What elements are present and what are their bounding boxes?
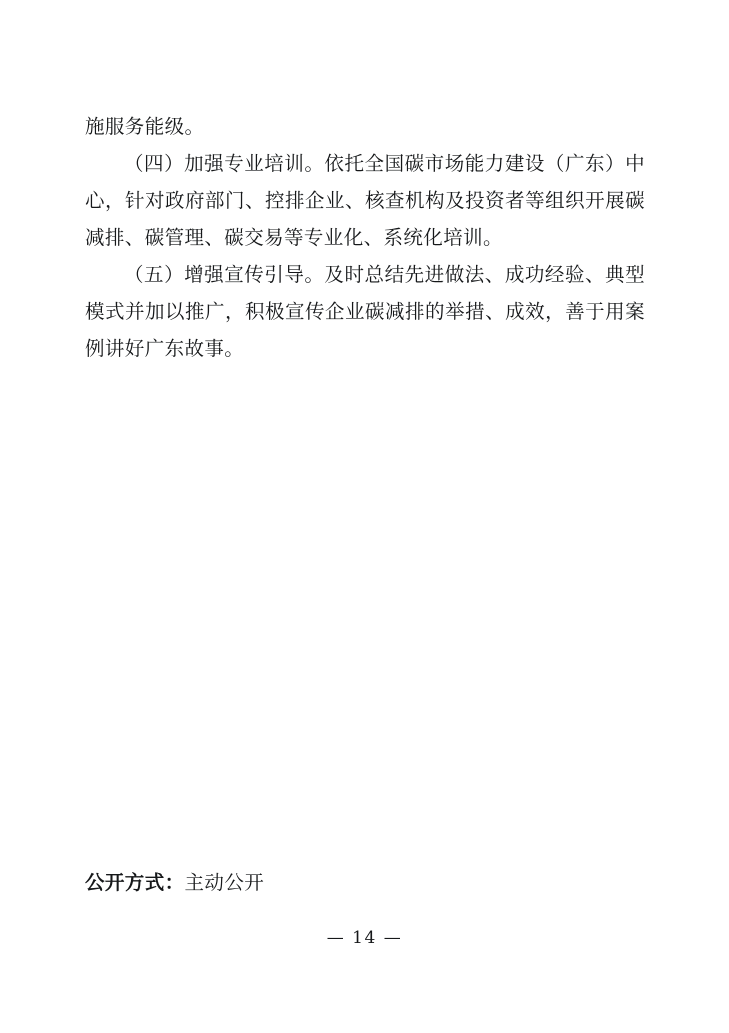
paragraph-item-5: （五）增强宣传引导。及时总结先进做法、成功经验、典型模式并加以推广，积极宣传企业碳减排的举措、成效，善于用案例讲好广东故事。 (85, 263, 645, 360)
page-number: — 14 — (326, 928, 403, 948)
disclosure-label: 公开方式： (85, 871, 185, 894)
disclosure-block (85, 868, 645, 898)
disclosure-line (85, 868, 645, 898)
disclosure-value: 主动公开 (184, 871, 265, 894)
document-body (85, 108, 645, 367)
paragraph-item-4: （四）加强专业培训。依托全国碳市场能力建设（广东）中心，针对政府部门、控排企业、核查机构及投资者等组织开展碳减排、碳管理、碳交易等专业化、系统化培训。 (85, 152, 645, 249)
paragraph-continued: 施服务能级。 (85, 115, 205, 138)
